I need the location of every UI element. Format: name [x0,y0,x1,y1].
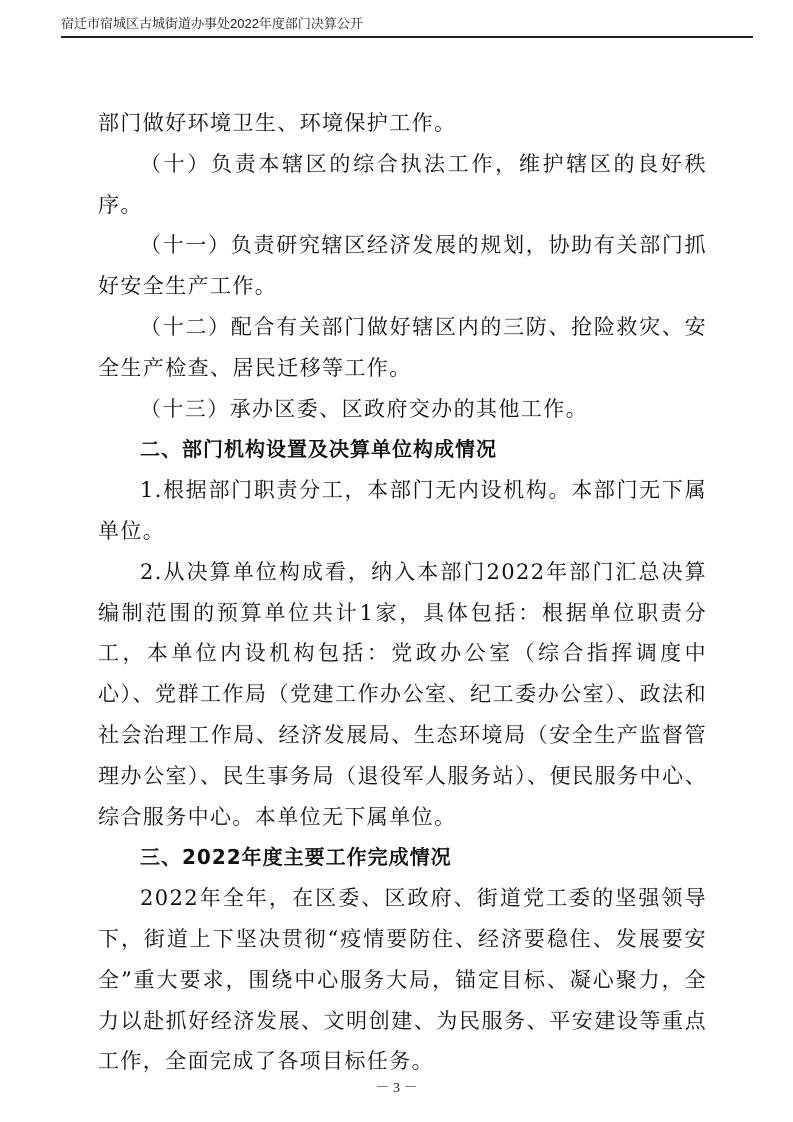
paragraph-item-13: （十三）承办区委、区政府交办的其他工作。 [140,396,588,421]
page-number: － 3 － [375,1081,418,1096]
paragraph-structure-2: 2.从决算单位构成看，纳入本部门2022年部门汇总决算编制范围的预算单位共计1家，具体包括：根据单位职责分工，本单位内设机构包括：党政办公室（综合指挥调度中心）、党群工作局（党建工作办公室、纪工委办公室）、政法和社会治理工作局、经济发展局、生态环境局（安全生产监督管理办公室）、民生事务局（退役军人服务站）、便民服务中心、综合服务中心。本单位无下属单位。 [98,559,707,829]
document-body [98,103,707,1082]
header-title: 宿迁市宿城区古城街道办事处2022年度部门决算公开 [61,16,363,31]
section-heading-2: 二、部门机构设置及决算单位构成情况 [140,437,497,462]
paragraph-work-summary: 2022年全年，在区委、区政府、街道党工委的坚强领导下，街道上下坚决贯彻“疫情要防住、经济要稳住、发展要安全”重大要求，围绕中心服务大局，锚定目标、凝心聚力，全力以赴抓好经济发展、文明创建、为民服务、平安建设等重点工作，全面完成了各项目标任务。 [98,886,707,1074]
paragraph-item-10: （十）负责本辖区的综合执法工作，维护辖区的良好秩序。 [98,151,707,217]
paragraph-continuation: 部门做好环境卫生、环境保护工作。 [98,111,457,135]
page-header [61,14,753,38]
paragraph-item-12: （十二）配合有关部门做好辖区内的三防、抢险救灾、安全生产检查、居民迁移等工作。 [98,314,707,380]
paragraph-structure-1: 1.根据部门职责分工，本部门无内设机构。本部门无下属单位。 [98,478,707,543]
paragraph-item-11: （十一）负责研究辖区经济发展的规划，协助有关部门抓好安全生产工作。 [98,233,707,299]
section-heading-3: 三、2022年度主要工作完成情况 [140,845,452,870]
